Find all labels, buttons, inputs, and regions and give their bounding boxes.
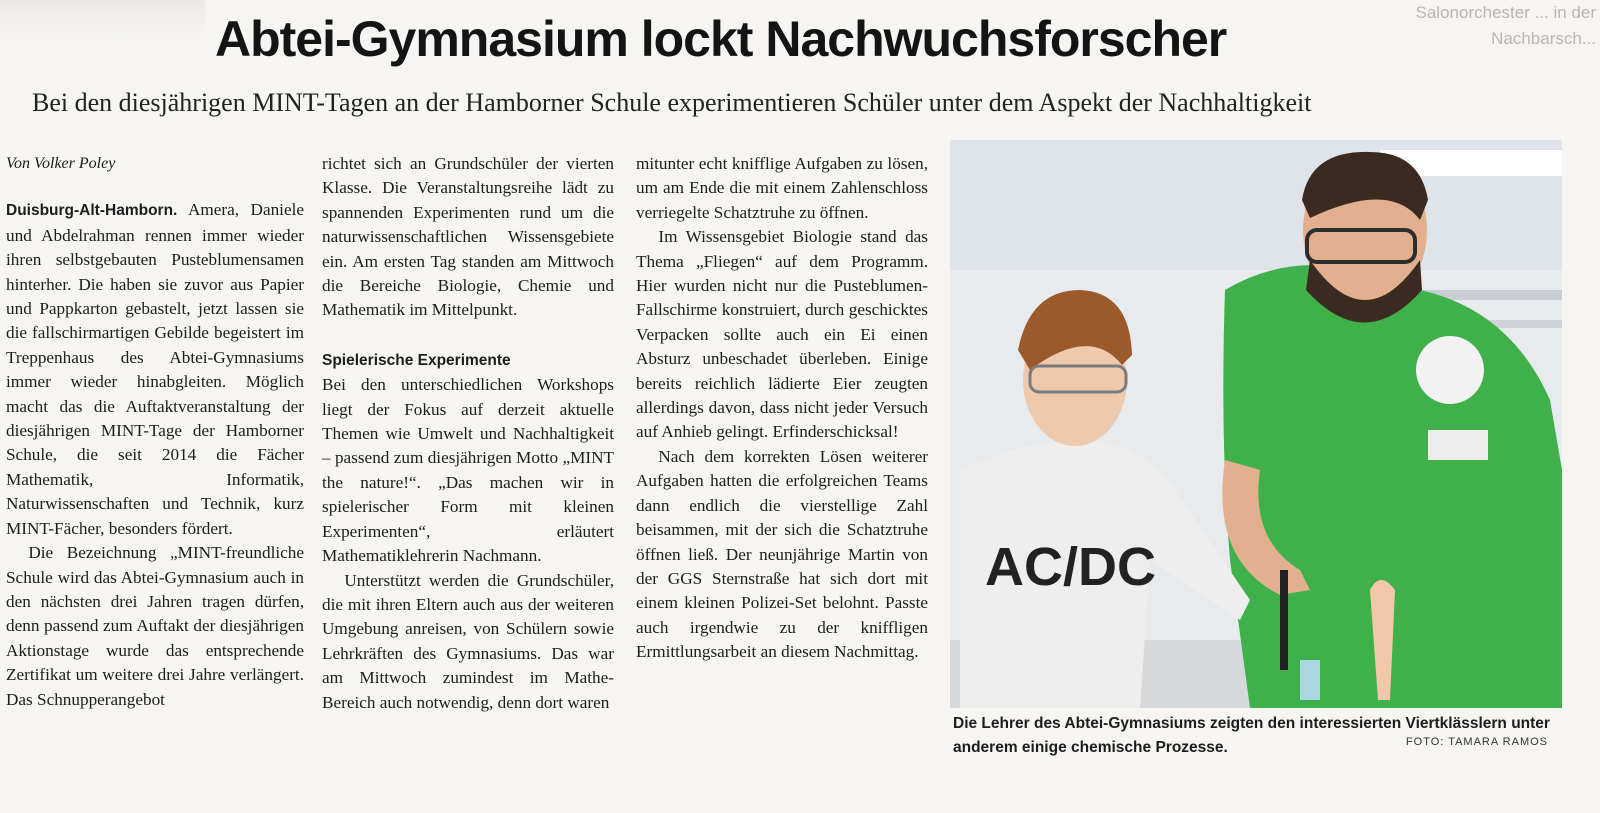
photo-caption: Die Lehrer des Abtei-Gymnasiums zeigten den interessierten Viertklässlern unter anderem einige chemische Prozesse. — [953, 715, 1550, 756]
paragraph: Im Wissensgebiet Biologie stand das Thema „Fliegen“ auf dem Programm. Hier wurden nicht nur die Pusteblumen-Fallschirme konstruiert, durch geschicktes Verpacken sollte auch ein Ei einen Absturz unbeschadet überleben. Einige bereits reichlich lädierte Eier zeugten allerdings davon, dass nicht jeder Versuch auf Anhieb gelingt. Erfinderschicksal! — [636, 227, 928, 442]
paragraph — [6, 198, 304, 541]
byline: Von Volker Poley — [6, 155, 116, 172]
column-3 — [636, 152, 928, 665]
column-1 — [6, 152, 304, 712]
paragraph-text: Amera, Daniele und Abdelrahman rennen immer wieder ihren selbstgebauten Pusteblumensamen hinterher. Die haben sie zuvor aus Papier und Pappkarton gebastelt, jetzt lassen sie die fallschirmartigen Gebilde begeistert im Treppenhaus des Abtei-Gymnasiums immer wieder hinabgleiten. Möglich macht das die Auftaktveranstaltung der diesjährigen MINT-Tage der Hamborner Schule, die seit 2014 die Fächer Mathematik, Informatik, Naturwissenschaften und Technik, kurz MINT-Fächer, besonders fördert. — [6, 200, 304, 538]
photo-illustration — [950, 140, 1562, 708]
paragraph: mitunter echt knifflige Aufgaben zu lösen, um am Ende die mit einem Zahlenschloss verriegelte Schatztruhe zu öffnen. — [636, 154, 928, 222]
adjacent-article-edge — [0, 0, 205, 40]
photo-credit: FOTO: TAMARA RAMOS — [1405, 736, 1548, 748]
subheadline: Bei den diesjährigen MINT-Tagen an der Hamborner Schule experimentieren Schüler unter dem Aspekt der Nachhaltigkeit — [32, 88, 1312, 117]
paragraph: Die Bezeichnung „MINT-freundliche Schule wird das Abtei-Gymnasium auch in den nächsten drei Jahren tragen dürfen, denn passend zum Auftakt der diesjährigen Aktionstage wurde das entsprechende Zertifikat um weitere drei Jahre verlängert. Das Schnupperangebot — [6, 543, 304, 709]
section-subheading: Spielerische Experimente — [322, 351, 511, 369]
paragraph: Nach dem korrekten Lösen weiterer Aufgaben hatten die erfolgreichen Teams dann endlich die vierstellige Zahl beisammen, mit der sich die Schatztruhe öffnen ließ. Der neunjährige Martin von der GGS Sternstraße hat sich dort mit einem kleinen Polizei-Set belohnt. Passte auch irgendwie zu der kniffligen Ermittlungsarbeit an diesem Nachmittag. — [636, 446, 928, 662]
shirt-print: AC/DC — [985, 537, 1156, 597]
column-2 — [322, 152, 614, 715]
paragraph: Bei den unterschiedlichen Workshops liegt der Fokus auf derzeit aktuelle Themen wie Umwelt und Nachhaltigkeit – passend zum diesjährigen Motto „MINT the nature!“. „Das machen wir in spielerischer Form mit kleinen Experimenten“, erläutert Mathematiklehrerin Nachmann. — [322, 375, 614, 566]
paragraph: richtet sich an Grundschüler der vierten Klasse. Die Veranstaltungsreihe lädt zu spannenden Experimenten rund um die naturwissenschaftlichen Wissensgebiete ein. Am ersten Tag standen am Mittwoch die Bereiche Biologie, Chemie und Mathematik im Mittelpunkt. — [322, 154, 614, 320]
article-photo — [950, 140, 1562, 708]
adjacent-article-bleed: Salonorchester ... in der Nachbarsch... — [1415, 3, 1596, 48]
paragraph: Unterstützt werden die Grundschüler, die mit ihren Eltern auch aus der weiteren Umgebung anreisen, von Schülern sowie Lehrkräften des Gymnasiums. Das war am Mittwoch zumindest im Mathe-Bereich auch notwendig, denn dort waren — [322, 570, 614, 712]
headline: Abtei-Gymnasium lockt Nachwuchsforscher — [215, 11, 1227, 67]
dateline: Duisburg-Alt-Hamborn. — [6, 202, 178, 220]
